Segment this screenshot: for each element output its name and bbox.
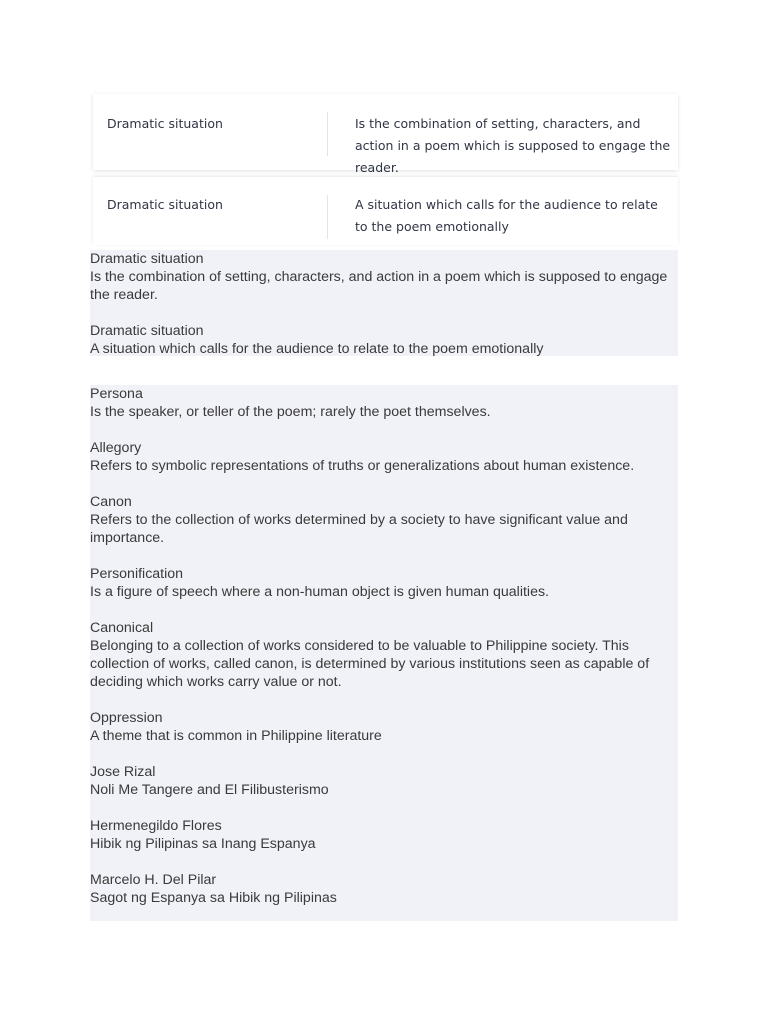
term: Canon (90, 494, 132, 510)
term-entry (90, 250, 678, 304)
definition: Belonging to a collection of works considered to be valuable to Philippine society. This collection of works, called canon, is determined by various institutions seen as capable of deciding which works carry value or not. (90, 638, 650, 690)
term-entry (90, 709, 678, 745)
flashcard-term: Dramatic situation (107, 197, 223, 212)
text-block-1 (90, 250, 678, 356)
term-entry (90, 322, 678, 358)
term-entry (90, 763, 678, 799)
flashcard-definition: Is the combination of setting, characters, and action in a poem which is supposed to engage the reader. (355, 116, 671, 175)
definition: Is the combination of setting, characters, and action in a poem which is supposed to engage the reader. (90, 269, 668, 303)
definition: Is the speaker, or teller of the poem; rarely the poet themselves. (90, 404, 491, 420)
definition: Noli Me Tangere and El Filibusterismo (90, 782, 329, 798)
term-entry (90, 619, 678, 691)
term: Dramatic situation (90, 251, 204, 267)
term: Marcelo H. Del Pilar (90, 872, 217, 888)
definition: Refers to the collection of works determined by a society to have significant value and importance. (90, 512, 628, 546)
term: Canonical (90, 620, 154, 636)
term-entry (90, 439, 678, 475)
definition: Sagot ng Espanya sa Hibik ng Pilipinas (90, 890, 337, 906)
term-entry (90, 871, 678, 907)
term: Oppression (90, 710, 163, 726)
definition: Hibik ng Pilipinas sa Inang Espanya (90, 836, 316, 852)
flashcard-term: Dramatic situation (107, 116, 223, 131)
flashcard-definition: A situation which calls for the audience to relate to the poem emotionally (355, 197, 658, 234)
definition: A theme that is common in Philippine literature (90, 728, 382, 744)
flashcard-1 (93, 94, 678, 175)
definition: Refers to symbolic representations of truths or generalizations about human existence. (90, 458, 635, 474)
term: Allegory (90, 440, 142, 456)
text-block-2 (90, 385, 678, 921)
term: Persona (90, 386, 143, 402)
term: Jose Rizal (90, 764, 156, 780)
term-entry (90, 817, 678, 853)
definition: A situation which calls for the audience to relate to the poem emotionally (90, 341, 544, 357)
definition: Is a figure of speech where a non-human object is given human qualities. (90, 584, 550, 600)
term-entry (90, 565, 678, 601)
divider (327, 195, 328, 239)
term: Dramatic situation (90, 323, 204, 339)
divider (327, 112, 328, 156)
term-entry (90, 493, 678, 547)
flashcard-2 (93, 177, 678, 245)
term: Hermenegildo Flores (90, 818, 222, 834)
term: Personification (90, 566, 184, 582)
term-entry (90, 385, 678, 421)
